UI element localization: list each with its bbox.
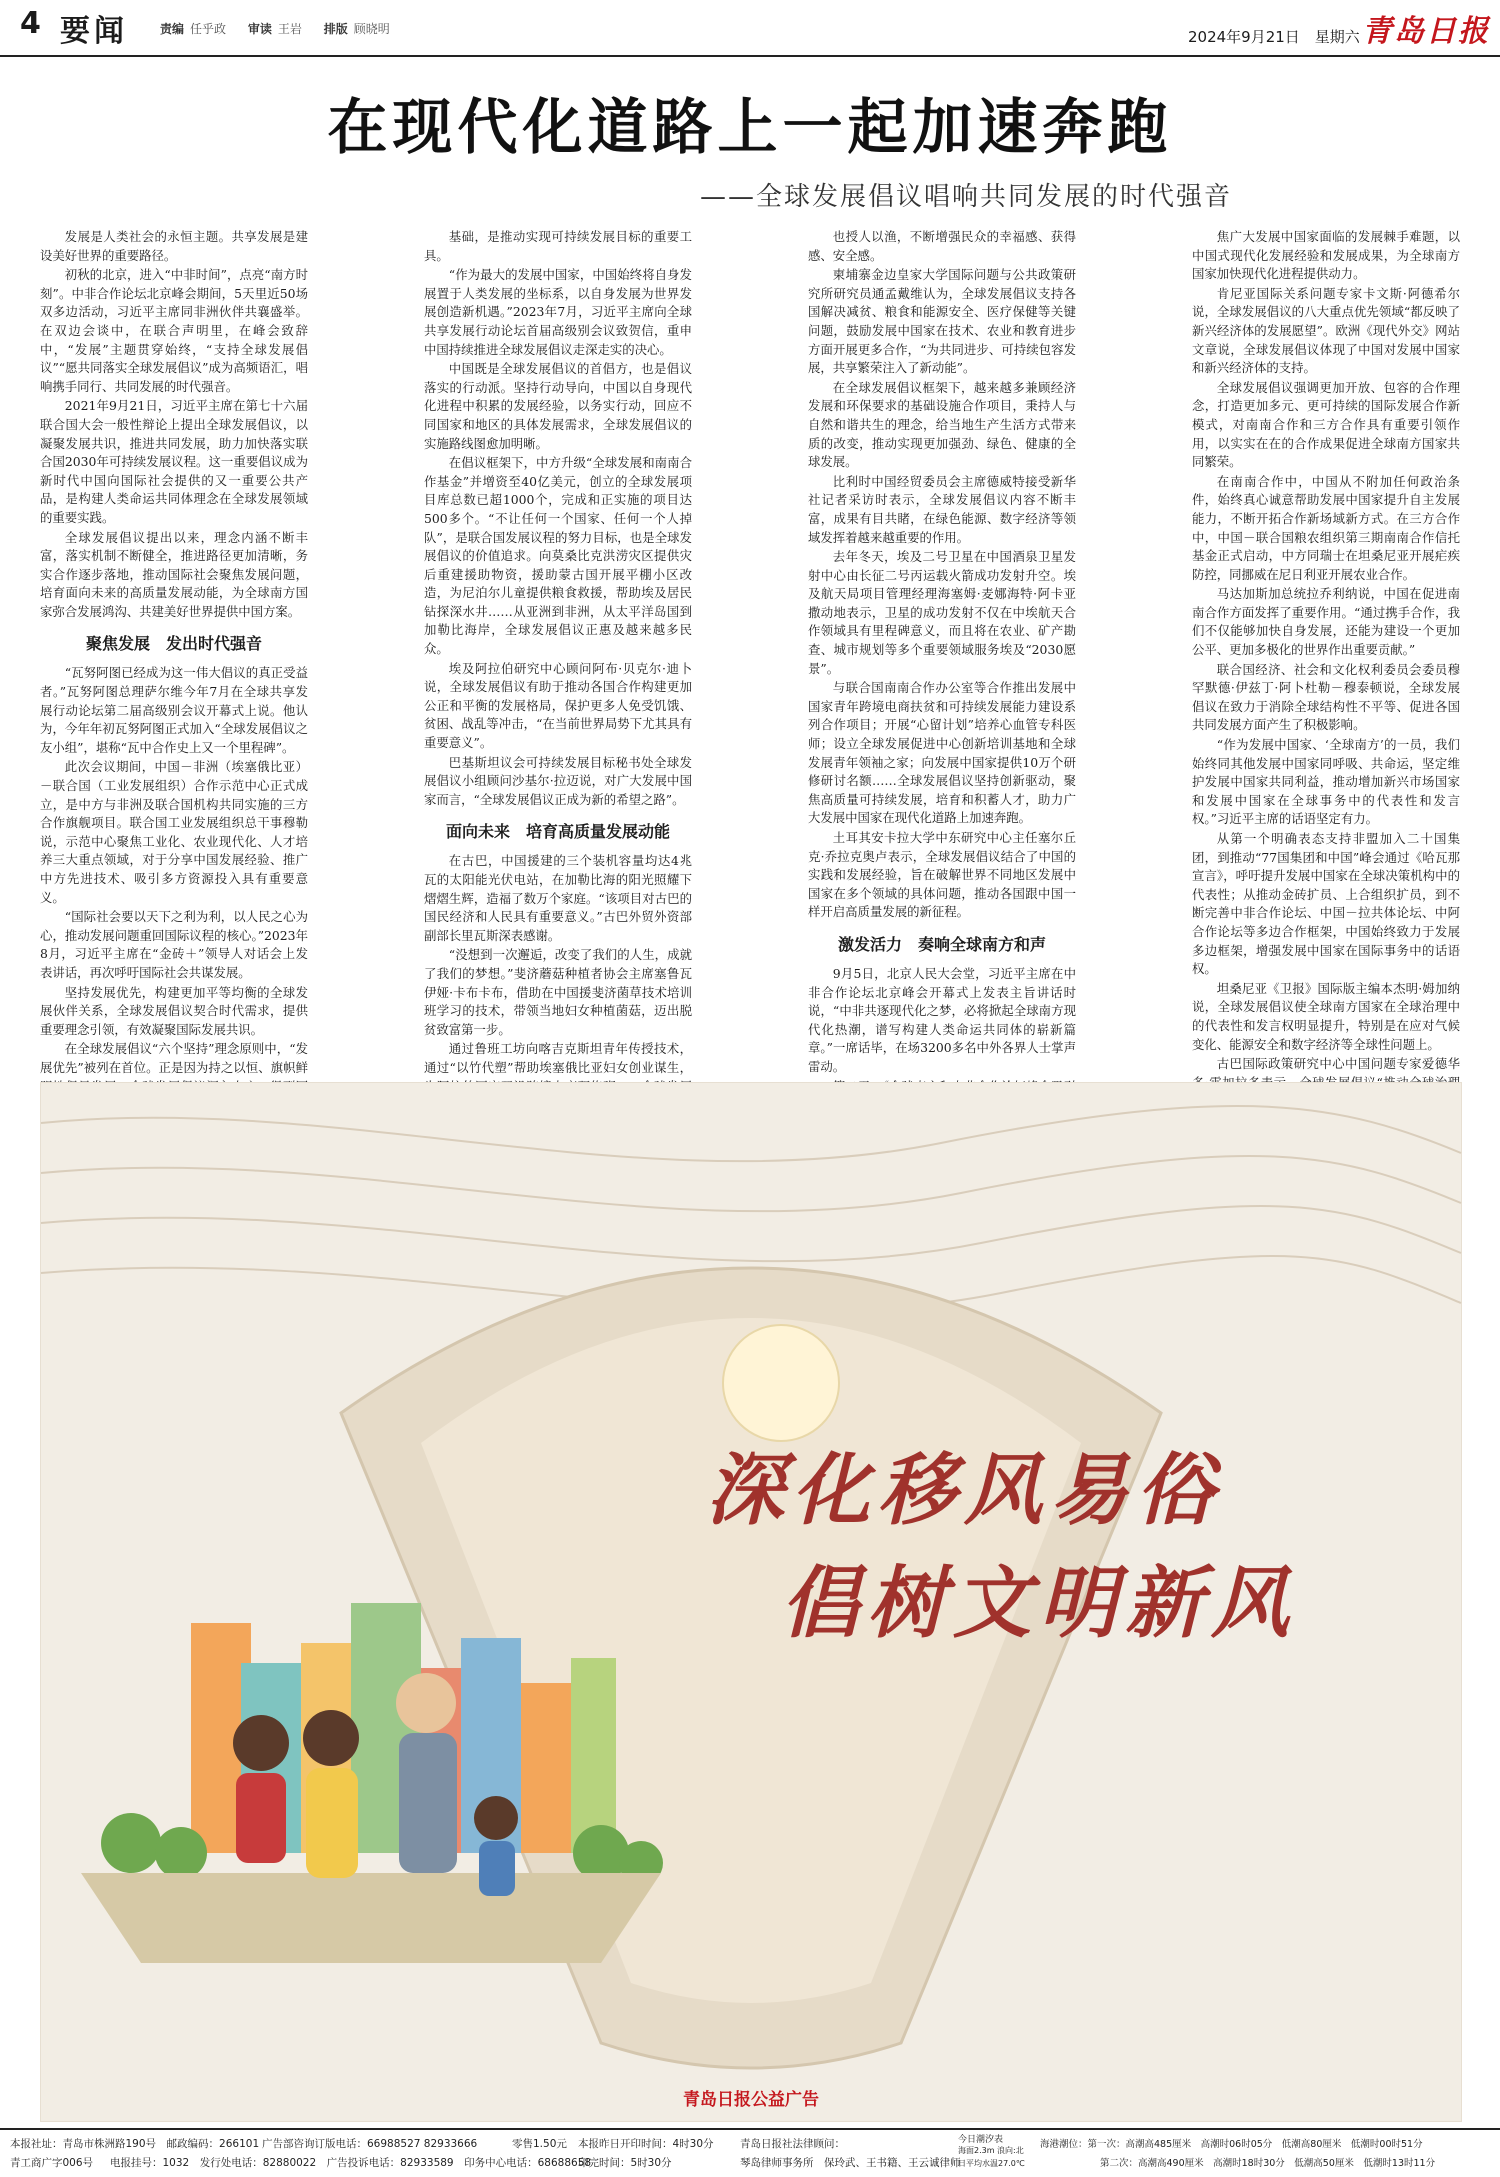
article-column [1192, 228, 1460, 1070]
paragraph: 初秋的北京，进入“中非时间”，点亮“南方时刻”。中非合作论坛北京峰会期间，5天里近50场双多边活动，习近平主席同非洲伙伴共襄盛举。在双边会谈中，在联合声明里，在峰会致辞中，“发展”主题贯穿始终，“支持全球发展倡议”“愿共同落实全球发展倡议”成为高频语汇，唱响携手同行、共同发展的时代强音。 [40, 267, 308, 394]
ground [81, 1873, 661, 1963]
footer-law-firm: 琴岛律师事务所 保玲武、王书籍、王云诚律师 [740, 2157, 961, 2169]
paragraph: “国际社会要以天下之利为利，以人民之心为心，推动发展问题重回国际议程的核心。”2023年8月，习近平主席在“金砖＋”领导人对话会上发表讲话，再次呼吁国际社会共谋发展。 [40, 909, 308, 980]
staff-name: 顾晓明 [353, 22, 390, 36]
staff-name: 任乎政 [190, 22, 227, 36]
paragraph: 肯尼亚国际关系问题专家卡文斯·阿德希尔说，全球发展倡议的八大重点优先领域“都反映了新兴经济体的发展愿望”。欧洲《现代外交》网站文章说，全球发展倡议体现了中国对发展中国家和新兴经济体的支持。 [1192, 285, 1460, 376]
issue-date: 2024年9月21日 星期六 [1188, 28, 1360, 46]
footer-weather-temp: 日平均水温27.0℃ [958, 2159, 1025, 2168]
paragraph: 坦桑尼亚《卫报》国际版主编本杰明·姆加纳说，全球发展倡议使全球南方国家在全球治理中的代表性和发言权明显提升，特别是在应对气候变化、能源安全和数字经济等全球性问题上。 [1192, 980, 1460, 1052]
footer-address: 本报社址：青岛市株洲路190号 邮政编码：266101 [10, 2138, 260, 2150]
paragraph: 在古巴，中国援建的三个装机容量均达4兆瓦的太阳能光伏电站，在加勒比海的阳光照耀下熠熠生辉，造福了数万个家庭。“该项目对古巴的国民经济和人民具有重要意义。”古巴外贸外资部副部长里瓦斯深表感谢。 [424, 853, 692, 943]
section-heading: 激发活力 奏响全球南方和声 [837, 934, 1046, 954]
paragraph: 联合国经济、社会和文化权利委员会委员穆罕默德·伊兹丁·阿卜杜勒－穆泰顿说，全球发展倡议在致力于消除全球结构性不平等、促进各国共同发展方面产生了积极影响。 [1192, 661, 1460, 733]
paragraph: 坚持发展优先，构建更加平等均衡的全球发展伙伴关系，全球发展倡议契合时代需求，提供重要理念引领，有效凝聚国际发展共识。 [40, 984, 308, 1037]
paragraph: “作为最大的发展中国家，中国始终将自身发展置于人类发展的坐标系，以自身发展为世界发展创造新机遇。”2023年7月，习近平主席向全球共享发展行动论坛首届高级别会议致贺信，重申中国持续推进全球发展倡议走深走实的决心。 [424, 267, 692, 357]
page-header [0, 0, 1500, 57]
paragraph: 基础，是推动实现可持续发展目标的重要工具。 [424, 229, 692, 263]
footer-legal-counsel: 青岛日报社法律顾问： [740, 2138, 845, 2150]
sun [723, 1325, 839, 1441]
paragraph: 通过鲁班工坊向喀吉克斯坦青年传授技术，通过“以竹代塑”帮助埃塞俄比亚妇女创业谋生， [424, 1041, 692, 1075]
section-heading: 聚焦发展 发出时代强音 [85, 634, 262, 654]
article-column [424, 228, 692, 1075]
article-body [40, 228, 1460, 1075]
paragraph: 也授人以渔，不断增强民众的幸福感、获得感、安全感。 [808, 229, 1076, 263]
staff-role: 排版 [323, 22, 348, 36]
footer-print-end: 印完时间：5时30分 [578, 2157, 672, 2169]
footer-weather-sea: 海面2.3m 浪向:北 [958, 2146, 1024, 2155]
paragraph: 在全球发展倡议“六个坚持”理念原则中，“发展优先”被列在首位。正是因为持之以恒、旗帜鲜 [40, 1041, 308, 1075]
paragraph: 全球发展倡议强调更加开放、包容的合作理念，打造更加多元、更可持续的国际发展合作新模式，对南南合作和三方合作具有重要引领作用，以实实在在的合作成果促进全球南方国家共同繁荣。 [1192, 379, 1460, 470]
paragraph: 在全球发展倡议框架下，越来越多兼顾经济发展和环保要求的基础设施合作项目，秉持人与自然和谐共生的理念，给当地生产生活方式带来质的改变，推动实现更加强劲、绿色、健康的全球发展。 [808, 379, 1076, 470]
article-column [808, 228, 1076, 1074]
staff-name: 王岩 [277, 22, 302, 36]
paragraph: 焦广大发展中国家面临的发展棘手难题，以中国式现代化发展经验和发展成果，为全球南方国家加快现代化进程提供动力。 [1192, 229, 1460, 282]
footer-phones: 电报挂号：1032 发行处电话：82880022 广告投诉电话：82933589 印务中心电话：68688658 [110, 2157, 592, 2169]
ad-slogan-line2: 倡树文明新风 [781, 1558, 1298, 1649]
section-heading: 面向未来 培育高质量发展动能 [445, 822, 670, 842]
ad-caption: 青岛日报公益广告 [683, 2090, 819, 2110]
ad-slogan-line1: 深化移风易俗 [706, 1445, 1223, 1536]
staff-role: 审读 [247, 22, 272, 36]
paragraph: 柬埔寨金边皇家大学国际问题与公共政策研究所研究员通孟戴维认为，全球发展倡议支持各国解决减贫、粮食和能源安全、医疗保健等关键问题，鼓励发展中国家在技术、农业和教育进步方面开展更多合作，“为共同进步、可持续包容发展，共享繁荣注入了新动能”。 [808, 267, 1076, 376]
paragraph: 土耳其安卡拉大学中东研究中心主任塞尔丘克·乔拉克奥卢表示，全球发展倡议结合了中国的实践和发展经验，旨在破解世界不同地区发展中国家在多个领域的具体问题，推动各国跟中国一样开启高质量发展的新征程。 [808, 830, 1076, 920]
paragraph: 9月5日，北京人民大会堂，习近平主席在中非合作论坛北京峰会开幕式上发表主旨讲话时说，“中非共逐现代化之梦，必将掀起全球南方现代化热潮，谱写构建人类命运共同体的崭新篇章。”一席话毕，在场3200多名中外各界人士掌声雷动。 [808, 965, 1076, 1074]
newspaper-logo: 青岛日报 [1362, 14, 1490, 49]
paragraph: 发展是人类社会的永恒主题。共享发展是建设美好世界的重要路径。 [40, 229, 308, 263]
paragraph: “瓦努阿图已经成为这一伟大倡议的真正受益者。”瓦努阿图总理萨尔维今年7月在全球共享发展行动论坛第二届高级别会议开幕式上说。他认为，今年年初瓦努阿图正式加入“全球发展倡议之友小组”，堪称“瓦中合作史上又一个里程碑”。 [40, 665, 308, 755]
footer-ad-phone: 广告部咨询订版电话：66988527 82933666 [262, 2138, 478, 2150]
paragraph: 去年冬天，埃及二号卫星在中国酒泉卫星发射中心由长征二号丙运载火箭成功发射升空。埃及航天局项目管理经理海塞姆·麦娜海特·阿卡亚撒动地表示，卫星的成功发射不仅在中埃航天合作领域具有里程碑意义，而且将在农业、矿产勘查、城市规划等多个重要领域服务埃及“2030愿景”。 [808, 549, 1076, 676]
footer-tide-title: 今日潮汐表 [958, 2135, 1004, 2145]
paragraph: 与联合国南南合作办公室等合作推出发展中国家青年跨境电商扶贫和可持续发展能力建设系列合作项目；开展“心留计划”培养心血管专科医师；设立全球发展促进中心创新培训基地和全球发展青年领袖之家；向发展中国家提供10万个研修研讨名额……全球发展倡议坚持创新驱动，聚焦高质量可持续发展，培育和积蓄人才，助力广大发展中国家在现代化道路上加速奔跑。 [808, 680, 1076, 826]
staff-credits [160, 20, 408, 37]
subheadline: ——全球发展倡议唱响共同发展的时代强音 [700, 182, 1233, 212]
footer-license: 青工商广字006号 [10, 2157, 94, 2169]
paragraph: 全球发展倡议提出以来，理念内涵不断丰富，落实机制不断健全，推进路径更加清晰，务实合作逐步落地，推动国际社会聚焦发展问题，培育面向未来的高质量发展动能，为全球南方国家弥合发展鸿沟、共建美好世界提供中国方案。 [40, 529, 308, 619]
paragraph: 在倡议框架下，中方升级“全球发展和南南合作基金”并增资至40亿美元，创立的全球发展项目库总数已超1000个，完成和正实施的项目达500多个。“不让任何一个国家、任何一个人掉队”，是联合国发展议程的努力目标，也是全球发展倡议的价值追求。向莫桑比克洪涝灾区提供灾后重建援助物资，援助蒙古国开展平棚小区改造，为尼泊尔儿童提供粮食救援，帮助埃及居民钻探深水井……从亚洲到非洲，从太平洋岛国到加勒比海岸，全球发展倡议正惠及越来越多民众。 [424, 455, 692, 657]
paragraph: 古巴国际政策研究中心中国问题专家爱德华 [1216, 1056, 1460, 1072]
paragraph: “没想到一次邂逅，改变了我们的人生，成就了我们的梦想。”斐济蘑菇种植者协会主席塞鲁瓦伊娅·卡布卡布，借助在中国援斐济菌草技术培训班学习的技术，带领当地妇女种植菌菇，迈出脱贫致富第一步。 [424, 947, 692, 1037]
section-name: 要闻 [60, 14, 128, 49]
footer-tide-line2: 第二次：高潮高490厘米 高潮时18时30分 低潮高50厘米 低潮时13时11分 [1100, 2158, 1436, 2169]
footer-print-start: 本报昨日开印时间：4时30分 [578, 2138, 714, 2150]
paragraph: 比利时中国经贸委员会主席德威特接受新华社记者采访时表示，全球发展倡议内容不断丰富，成果有目共睹，在绿色能源、数字经济等领域发挥着越来越重要的作用。 [808, 473, 1076, 545]
paragraph: 从第一个明确表态支持非盟加入二十国集团，到推动“77国集团和中国”峰会通过《哈瓦那宣言》，呼吁提升发展中国家在全球决策机构中的代表性；从推动金砖扩员、上合组织扩员，到不断完善中非合作论坛、中国－拉共体论坛、中阿合作论坛等多边合作框架，中国始终致力于发展多边框架，增强发展中国家在国际事务中的话语权。 [1192, 831, 1460, 977]
paragraph: 中国既是全球发展倡议的首倡方，也是倡议落实的行动派。坚持行动导向，中国以自身现代化进程中积累的发展经验，以务实行动，回应不同国家和地区的具体发展需求，全球发展倡议的实施路线图愈加明晰。 [424, 361, 692, 451]
footer-tide-line1: 海港潮位：第一次：高潮高485厘米 高潮时06时05分 低潮高80厘米 低潮时00时51分 [1040, 2139, 1423, 2150]
public-service-ad [40, 1082, 1462, 2122]
page-footer [0, 2128, 1500, 2177]
page-number: 4 [20, 6, 41, 41]
staff-role: 责编 [160, 22, 185, 36]
paragraph: “作为发展中国家、‘全球南方’的一员，我们始终同其他发展中国家同呼吸、共命运，坚定维护发展中国家共同利益，推动增加新兴市场国家和发展中国家在全球事务中的代表性和发言权。”习近平主席的话语坚定有力。 [1192, 737, 1460, 827]
paragraph: 马达加斯加总统拉乔利纳说，中国在促进南南合作方面发挥了重要作用。“通过携手合作，我们不仅能够加快自身发展，还能为建设一个更加公平、更加多极化的世界作出重要贡献。” [1192, 586, 1460, 658]
paragraph: 2021年9月21日，习近平主席在第七十六届联合国大会一般性辩论上提出全球发展倡议，以凝聚发展共识，推进共同发展，助力加快落实联合国2030年可持续发展议程。这一重要倡议成为新时代中国向国际社会提供的又一重要公共产品，是构建人类命运共同体理念在全球发展领域的重要实践。 [40, 398, 308, 525]
headline: 在现代化道路上一起加速奔跑 [327, 93, 1173, 163]
paragraph: 此次会议期间，中国－非洲（埃塞俄比亚）－联合国（工业发展组织）合作示范中心正式成立，是中方与非洲及联合国机构共同实施的三方合作旗舰项目。联合国工业发展组织总干事穆勒说，示范中心聚焦工业化、农业现代化、人才培养三大重点领域，对于分享中国发展经验、推广中方先进技术、吸引多方资源投入具有重要意义。 [40, 759, 308, 905]
paragraph: 埃及阿拉伯研究中心顾问阿布·贝克尔·迪卜说，全球发展倡议有助于推动各国合作构建更加公正和平衡的发展格局，保护更多人免受饥饿、贫困、战乱等冲击，“在当前世界局势下尤其具有重要意义”。 [424, 660, 692, 751]
paragraph: 巴基斯坦议会可持续发展目标秘书处全球发展倡议小组顾问沙基尔·拉迈说，对广大发展中国家而言，“全球发展倡议正成为新的希望之路”。 [424, 754, 692, 807]
article-column [40, 228, 308, 1075]
paragraph: 在南南合作中，中国从不附加任何政治条件，始终真心诚意帮助发展中国家提升自主发展能力，不断开拓合作新场域新方式。在三方合作中，中国－联合国粮农组织第三期南南合作信托基金正式启动，中方同瑞士在坦桑尼亚开展疟疾防控，同挪威在尼日利亚开展农业合作。 [1192, 473, 1460, 582]
footer-price: 零售1.50元 [512, 2138, 567, 2150]
